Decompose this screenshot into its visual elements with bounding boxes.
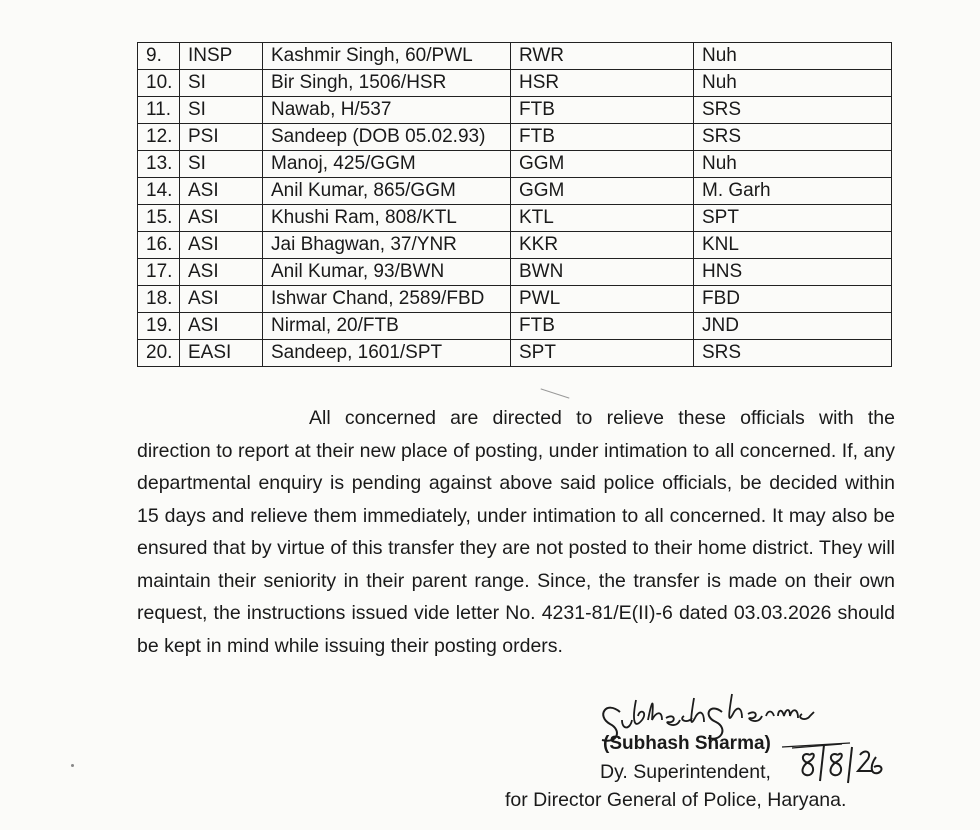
rank-cell: PSI (180, 124, 263, 151)
from-district-cell: FTB (511, 124, 694, 151)
table-row (138, 124, 892, 151)
table-row (138, 232, 892, 259)
officer-name-cell: Kashmir Singh, 60/PWL (263, 43, 511, 70)
table-row (138, 259, 892, 286)
rank-cell: ASI (180, 313, 263, 340)
signatory-name: (Subhash Sharma) (603, 733, 771, 754)
officer-name-cell: Anil Kumar, 93/BWN (263, 259, 511, 286)
to-district-cell: Nuh (694, 151, 892, 178)
row-number-cell: 10. (138, 70, 180, 97)
to-district-cell: SRS (694, 340, 892, 367)
row-number-cell: 14. (138, 178, 180, 205)
officer-name-cell: Manoj, 425/GGM (263, 151, 511, 178)
table-row (138, 286, 892, 313)
to-district-cell: M. Garh (694, 178, 892, 205)
rank-cell: EASI (180, 340, 263, 367)
to-district-cell: JND (694, 313, 892, 340)
from-district-cell: PWL (511, 286, 694, 313)
officer-name-cell: Anil Kumar, 865/GGM (263, 178, 511, 205)
instruction-text: All concerned are directed to relieve these officials with the direction to report at their new place of posting, under intimation to all concerned. If, any departmental enquiry is pending against above said police officials, be decided within 15 days and relieve them immediately, under intimation to all concerned. It may also be ensured that by virtue of this transfer they are not posted to their home district. They will maintain their seniority in their parent range. Since, the transfer is made on their own request, the instructions issued vide letter No. 4231-81/E(II)-6 dated 03.03.2026 should be kept in mind while issuing their posting orders. (137, 407, 895, 657)
from-district-cell: BWN (511, 259, 694, 286)
signatory-designation: Dy. Superintendent, (600, 761, 771, 783)
row-number-cell: 9. (138, 43, 180, 70)
rank-cell: SI (180, 97, 263, 124)
rank-cell: INSP (180, 43, 263, 70)
officer-name-cell: Sandeep (DOB 05.02.93) (263, 124, 511, 151)
row-number-cell: 13. (138, 151, 180, 178)
paper-speck (71, 764, 74, 767)
row-number-cell: 12. (138, 124, 180, 151)
from-district-cell: SPT (511, 340, 694, 367)
table-row (138, 205, 892, 232)
officer-name-cell: Sandeep, 1601/SPT (263, 340, 511, 367)
officer-name-cell: Jai Bhagwan, 37/YNR (263, 232, 511, 259)
from-district-cell: GGM (511, 151, 694, 178)
from-district-cell: FTB (511, 313, 694, 340)
rank-cell: SI (180, 70, 263, 97)
row-number-cell: 20. (138, 340, 180, 367)
officer-name-cell: Nirmal, 20/FTB (263, 313, 511, 340)
officer-name-cell: Bir Singh, 1506/HSR (263, 70, 511, 97)
handwritten-date (780, 735, 890, 790)
table-row (138, 97, 892, 124)
from-district-cell: KKR (511, 232, 694, 259)
to-district-cell: SRS (694, 97, 892, 124)
from-district-cell: FTB (511, 97, 694, 124)
table-row (138, 70, 892, 97)
rank-cell: ASI (180, 205, 263, 232)
transfer-table-body (138, 43, 892, 367)
officer-name-cell: Khushi Ram, 808/KTL (263, 205, 511, 232)
to-district-cell: HNS (694, 259, 892, 286)
officer-name-cell: Nawab, H/537 (263, 97, 511, 124)
transfer-table (137, 42, 892, 367)
row-number-cell: 11. (138, 97, 180, 124)
to-district-cell: Nuh (694, 70, 892, 97)
paper-mark (541, 388, 570, 398)
instruction-paragraph (137, 402, 895, 662)
row-number-cell: 16. (138, 232, 180, 259)
to-district-cell: FBD (694, 286, 892, 313)
on-behalf-of-line: for Director General of Police, Haryana. (505, 789, 847, 811)
from-district-cell: GGM (511, 178, 694, 205)
officer-name-cell: Ishwar Chand, 2589/FBD (263, 286, 511, 313)
rank-cell: ASI (180, 259, 263, 286)
from-district-cell: HSR (511, 70, 694, 97)
table-row (138, 313, 892, 340)
rank-cell: ASI (180, 232, 263, 259)
to-district-cell: SPT (694, 205, 892, 232)
rank-cell: ASI (180, 178, 263, 205)
row-number-cell: 15. (138, 205, 180, 232)
row-number-cell: 19. (138, 313, 180, 340)
to-district-cell: Nuh (694, 43, 892, 70)
to-district-cell: KNL (694, 232, 892, 259)
from-district-cell: RWR (511, 43, 694, 70)
table-row (138, 43, 892, 70)
rank-cell: ASI (180, 286, 263, 313)
table-row (138, 340, 892, 367)
rank-cell: SI (180, 151, 263, 178)
to-district-cell: SRS (694, 124, 892, 151)
row-number-cell: 18. (138, 286, 180, 313)
table-row (138, 151, 892, 178)
table-row (138, 178, 892, 205)
row-number-cell: 17. (138, 259, 180, 286)
from-district-cell: KTL (511, 205, 694, 232)
